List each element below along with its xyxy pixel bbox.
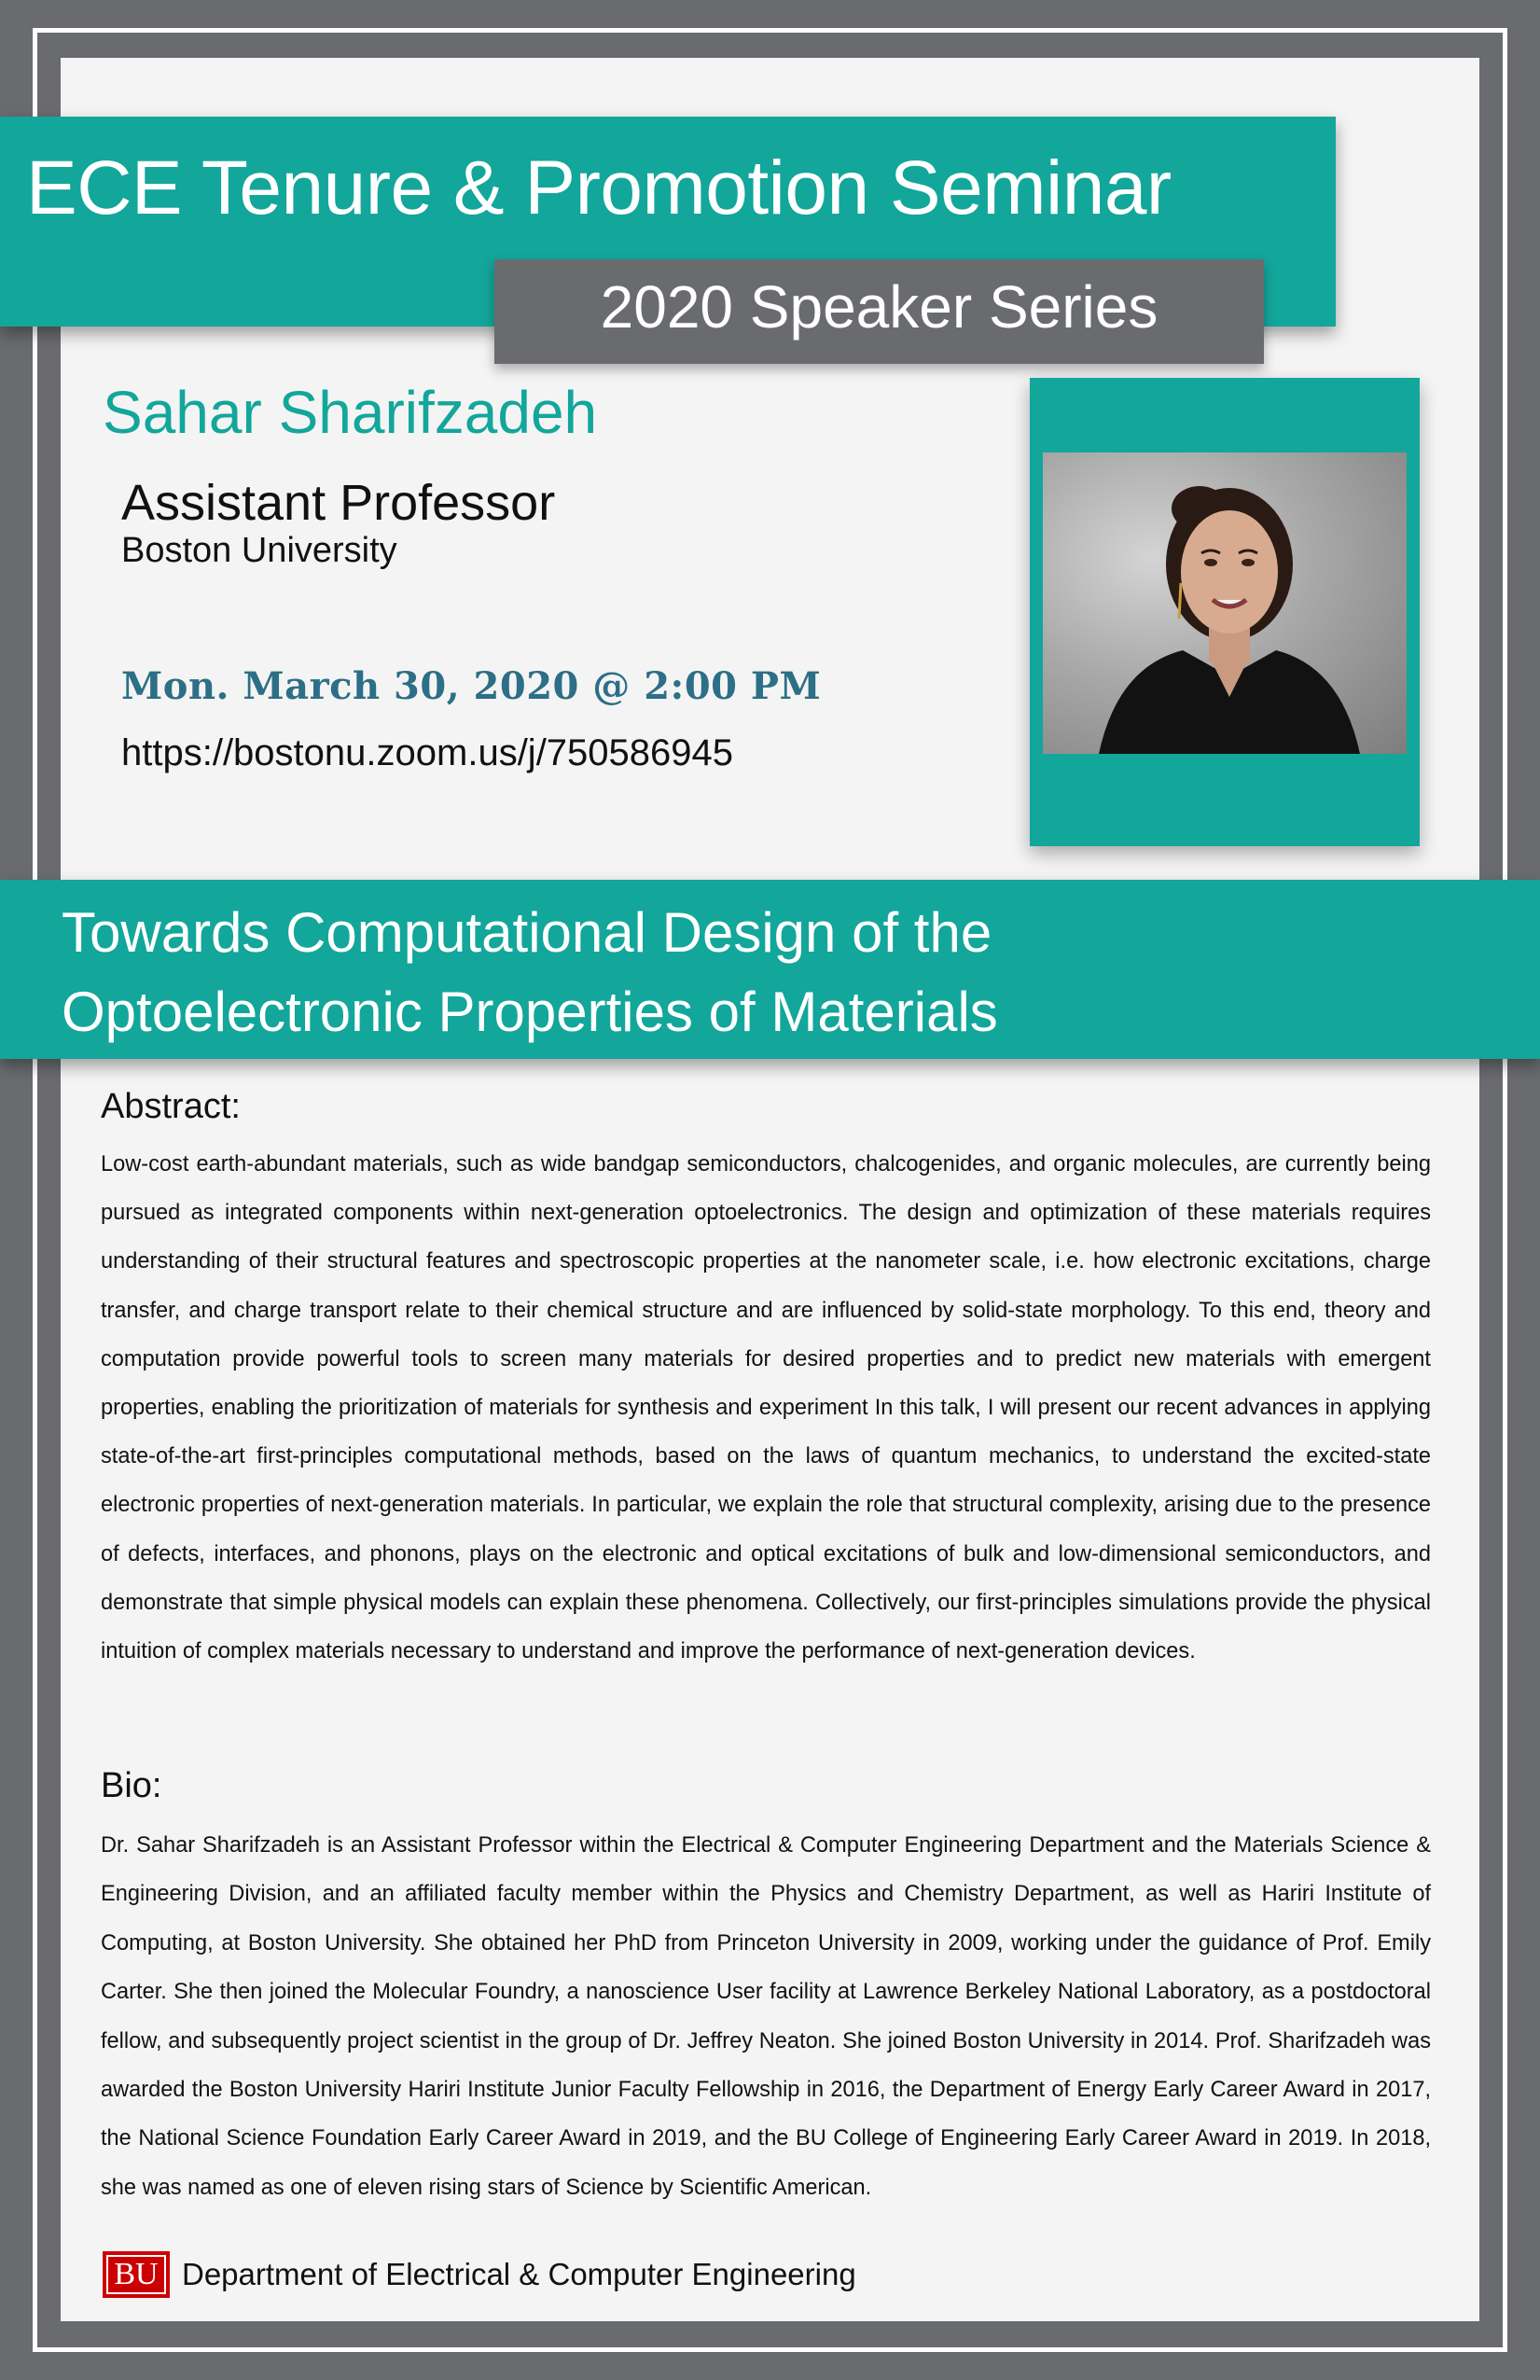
bu-logo: BU [103, 2251, 170, 2298]
seminar-title: ECE Tenure & Promotion Seminar [26, 146, 1172, 230]
speaker-institution: Boston University [121, 531, 397, 570]
series-subtitle: 2020 Speaker Series [600, 273, 1158, 341]
speaker-photo-frame [1030, 378, 1420, 846]
speaker-title: Assistant Professor [121, 475, 556, 531]
talk-title-banner [0, 880, 1540, 1059]
zoom-link[interactable]: https://bostonu.zoom.us/j/750586945 [121, 732, 734, 773]
speaker-name: Sahar Sharifzadeh [103, 379, 598, 446]
speaker-photo [1043, 452, 1407, 754]
event-date-time: Mon. March 30, 2020 @ 2:00 PM [121, 664, 822, 708]
abstract-heading: Abstract: [101, 1087, 241, 1126]
abstract-text: Low-cost earth-abundant materials, such as wide bandgap semiconductors, chalcogenides, and organic molecules, are currently being pursued as integrated components within next-generation optoelectronics. The design and optimization of these materials requires understanding of their structural features and spectroscopic properties at the nanometer scale, i.e. how electronic excitations, charge transfer, and charge transport relate to their chemical structure and are influenced by solid-state morphology. To this end, theory and computation provide powerful tools to screen many materials for desired properties and to predict new materials with emergent properties, enabling the prioritization of materials for synthesis and experiment In this talk, I will present our recent advances in applying state-of-the-art first-principles computational methods, based on the laws of quantum mechanics, to understand the excited-state electronic properties of next-generation materials. In particular, we explain the role that structural complexity, arising due to the presence of defects, interfaces, and phonons, plays on the electronic and optical excitations of bulk and low-dimensional semiconductors, and demonstrate that simple physical models can explain these phenomena. Collectively, our first-principles simulations provide the physical intuition of complex materials necessary to understand and improve the performance of next-generation devices. [101, 1152, 1431, 1664]
bio-heading: Bio: [101, 1766, 162, 1805]
department-name: Department of Electrical & Computer Engineering [182, 2257, 856, 2291]
portrait-illustration [1043, 452, 1407, 754]
talk-title-line-2: Optoelectronic Properties of Materials [62, 981, 998, 1043]
bio-text: Dr. Sahar Sharifzadeh is an Assistant Professor within the Electrical & Computer Engineering Department and the Materials Science & Engineering Division, and an affiliated faculty member within the Physics and Chemistry Department, as well as Hariri Institute of Computing, at Boston University. She obtained her PhD from Princeton University in 2009, working under the guidance of Prof. Emily Carter. She then joined the Molecular Foundry, a nanoscience User facility at Lawrence Berkeley National Laboratory, as a postdoctoral fellow, and subsequently project scientist in the group of Dr. Jeffrey Neaton. She joined Boston University in 2014. Prof. Sharifzadeh was awarded the Boston University Hariri Institute Junior Faculty Fellowship in 2016, the Department of Energy Early Career Award in 2017, the National Science Foundation Early Career Award in 2019, and the BU College of Engineering Early Career Award in 2019. In 2018, she was named as one of eleven rising stars of Science by Scientific American. [101, 1833, 1431, 2200]
subtitle-banner [494, 259, 1264, 364]
talk-title-line-1: Towards Computational Design of the [62, 901, 992, 964]
